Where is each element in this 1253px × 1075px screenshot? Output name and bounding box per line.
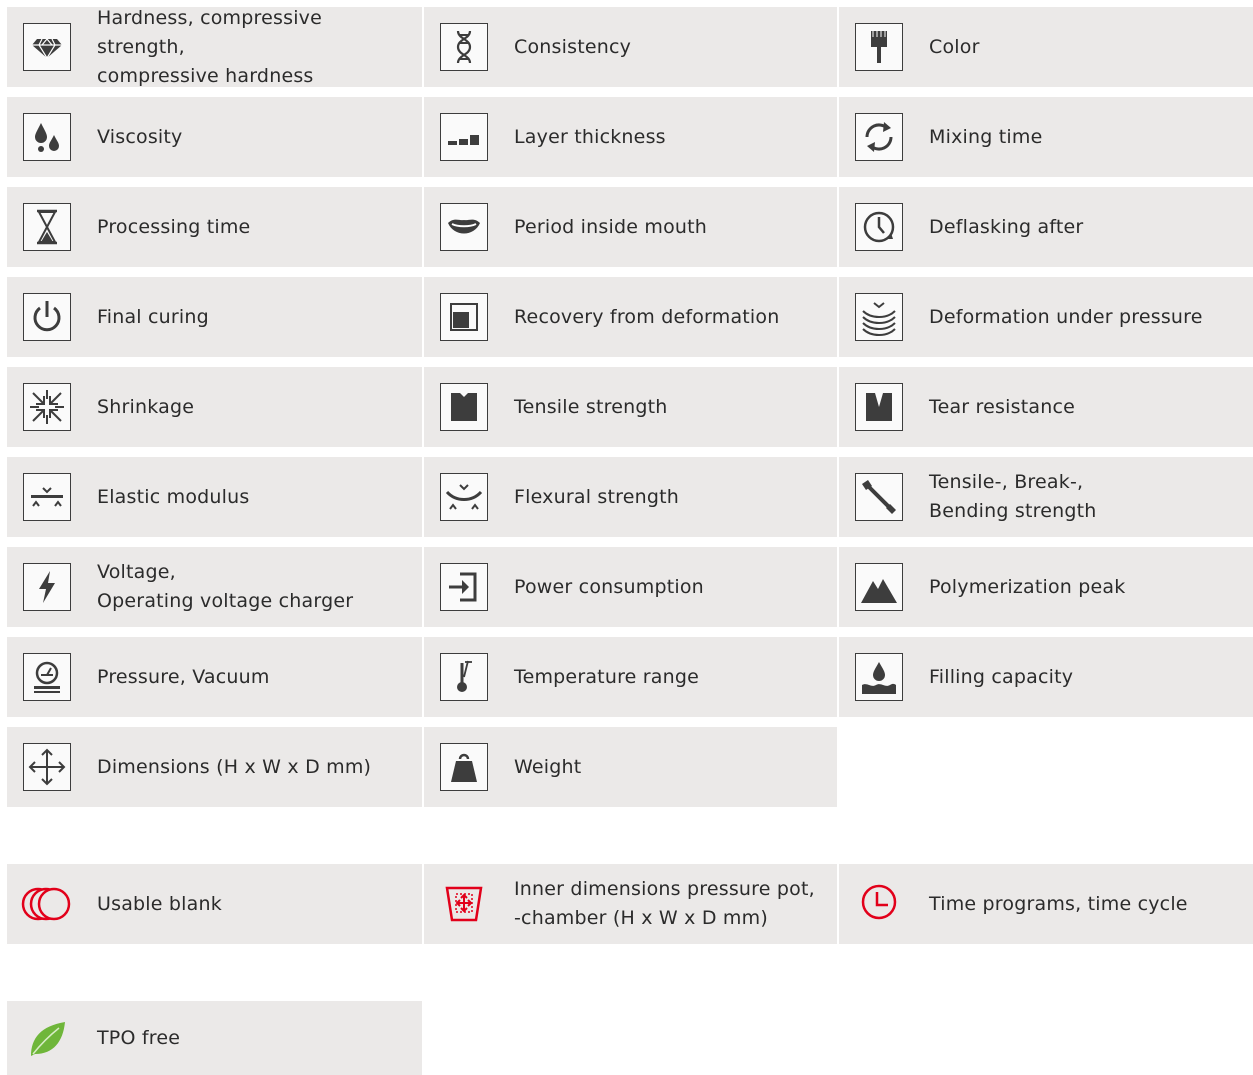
mountain-peak-icon [855, 563, 903, 611]
legend-dimensions [7, 727, 422, 807]
legend-layer-thickness [424, 97, 837, 177]
bone-icon [855, 473, 903, 521]
legend-label: Temperature range [514, 665, 700, 688]
legend-temperature-range [424, 637, 837, 717]
legend-label: Tensile-, Break-, Bending strength [929, 471, 1097, 522]
legend-viscosity [7, 97, 422, 177]
legend-consistency [424, 7, 837, 87]
legend-label: Shrinkage [97, 395, 195, 418]
legend-label: Power consumption [514, 575, 704, 598]
drops-icon [23, 113, 71, 161]
tensile-block-icon [440, 383, 488, 431]
legend-label: Time programs, time cycle [929, 892, 1188, 915]
shrink-arrows-icon [23, 383, 71, 431]
mixing-arrows-icon [855, 113, 903, 161]
weight-icon [440, 743, 488, 791]
legend-label: Final curing [97, 305, 209, 328]
legend-label: Deformation under pressure [929, 305, 1203, 328]
legend-color [839, 7, 1253, 87]
power-icon [23, 293, 71, 341]
brush-icon [855, 23, 903, 71]
legend-tpo-free [7, 1001, 422, 1075]
legend-label: Weight [514, 755, 582, 778]
legend-label: Hardness, compressive strength, compressive hardness [97, 6, 323, 87]
legend-label: Usable blank [97, 892, 222, 915]
legend-label: Flexural strength [514, 485, 680, 508]
legend-label: Layer thickness [514, 125, 666, 148]
legend-final-curing [7, 277, 422, 357]
legend-period-mouth [424, 187, 837, 267]
legend-pressure-vacuum [7, 637, 422, 717]
thermometer-icon [440, 653, 488, 701]
clock-arrow-icon [855, 203, 903, 251]
legend-tensile-strength [424, 367, 837, 447]
legend-label: Period inside mouth [514, 215, 708, 238]
legend-label: Voltage, Operating voltage charger [97, 561, 354, 612]
legend-mixing-time [839, 97, 1253, 177]
legend-polymerization-peak [839, 547, 1253, 627]
lightning-icon [23, 563, 71, 611]
recovery-square-icon [440, 293, 488, 341]
layer-bars-icon [440, 113, 488, 161]
legend-usable-blank [7, 864, 422, 944]
legend-recovery [424, 277, 837, 357]
leaf-icon [23, 1014, 71, 1062]
elastic-plate-icon [23, 473, 71, 521]
blank-circles-icon [23, 880, 71, 928]
legend-label: Processing time [97, 215, 251, 238]
mouth-icon [440, 203, 488, 251]
legend-weight [424, 727, 837, 807]
legend-label: Filling capacity [929, 665, 1074, 688]
legend-label: Inner dimensions pressure pot, -chamber (H x W x D mm) [514, 878, 815, 929]
legend-voltage [7, 547, 422, 627]
dna-icon [440, 23, 488, 71]
move-arrows-icon [23, 743, 71, 791]
legend-deflasking [839, 187, 1253, 267]
flex-plate-icon [440, 473, 488, 521]
gauge-icon [23, 653, 71, 701]
pot-icon [440, 880, 488, 928]
hourglass-icon [23, 203, 71, 251]
legend-label: TPO free [97, 1026, 181, 1049]
legend-label: Mixing time [929, 125, 1043, 148]
legend-filling-capacity [839, 637, 1253, 717]
legend-processing-time [7, 187, 422, 267]
legend-label: Polymerization peak [929, 575, 1126, 598]
legend-hardness [7, 7, 422, 87]
legend-label: Consistency [514, 35, 632, 58]
legend-label: Elastic modulus [97, 485, 250, 508]
power-plug-icon [440, 563, 488, 611]
legend-label: Viscosity [97, 125, 183, 148]
legend-inner-dimensions [424, 864, 837, 944]
legend-label: Dimensions (H x W x D mm) [97, 755, 372, 778]
legend-label: Recovery from deformation [514, 305, 780, 328]
legend-power-consumption [424, 547, 837, 627]
tear-block-icon [855, 383, 903, 431]
legend-label: Tensile strength [514, 395, 668, 418]
legend-label: Tear resistance [929, 395, 1075, 418]
drop-fill-icon [855, 653, 903, 701]
legend-label: Color [929, 35, 980, 58]
legend-deformation-pressure [839, 277, 1253, 357]
legend-time-programs [839, 864, 1253, 944]
legend-elastic-modulus [7, 457, 422, 537]
timer-icon [855, 880, 903, 928]
legend-label: Pressure, Vacuum [97, 665, 270, 688]
pressure-waves-icon [855, 293, 903, 341]
legend-tensile-break-bending [839, 457, 1253, 537]
legend-label: Deflasking after [929, 215, 1084, 238]
diamond-icon [23, 23, 71, 71]
legend-tear-resistance [839, 367, 1253, 447]
legend-shrinkage [7, 367, 422, 447]
legend-flexural-strength [424, 457, 837, 537]
